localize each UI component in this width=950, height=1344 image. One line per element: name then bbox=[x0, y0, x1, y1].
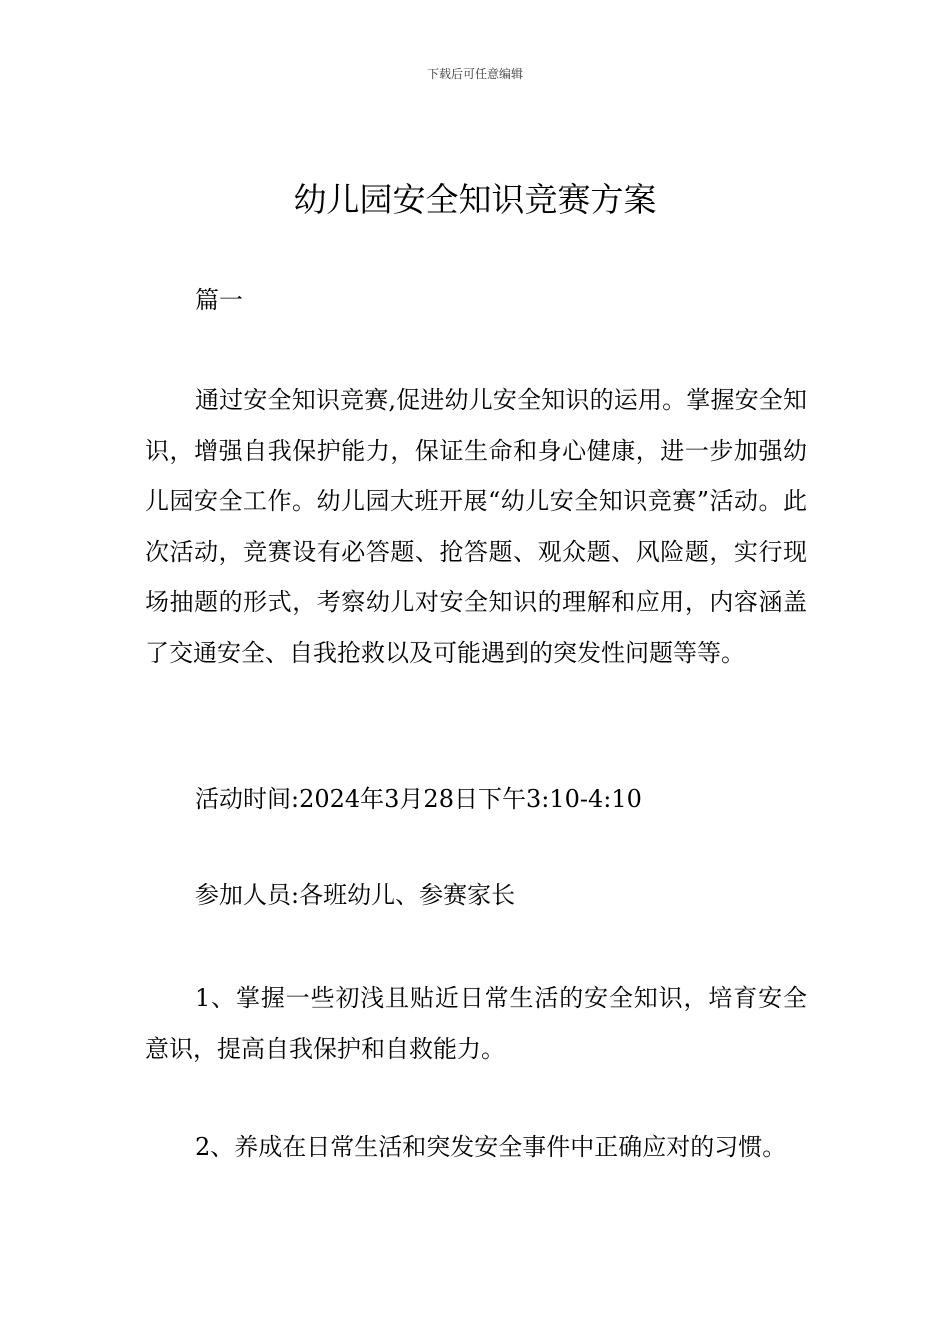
participants: 参加人员:各班幼儿、参赛家长 bbox=[195, 881, 516, 909]
goal-item-2: 2、养成在日常生活和突发安全事件中正确应对的习惯。 bbox=[195, 1133, 787, 1161]
section-heading: 篇一 bbox=[195, 286, 243, 314]
goal-item-1: 1、掌握一些初浅且贴近日常生活的安全知识，培育安全意识，提高自我保护和自救能力。 bbox=[145, 984, 807, 1063]
intro-paragraph: 通过安全知识竞赛,促进幼儿安全知识的运用。掌握安全知识，增强自我保护能力，保证生命和身心健康，进一步加强幼儿园安全工作。幼儿园大班开展“幼儿安全知识竞赛”活动。此次活动，竞赛设有必答题、抢答题、观众题、风险题，实行现场抽题的形式，考察幼儿对安全知识的理解和应用，内容涵盖了交通安全、自我抢救以及可能遇到的突发性问题等等。 bbox=[145, 386, 807, 667]
header-note: 下载后可任意编辑 bbox=[426, 67, 523, 81]
document-title: 幼儿园安全知识竞赛方案 bbox=[293, 180, 657, 219]
activity-time: 活动时间:2024年3月28日下午3:10-4:10 bbox=[195, 785, 642, 813]
